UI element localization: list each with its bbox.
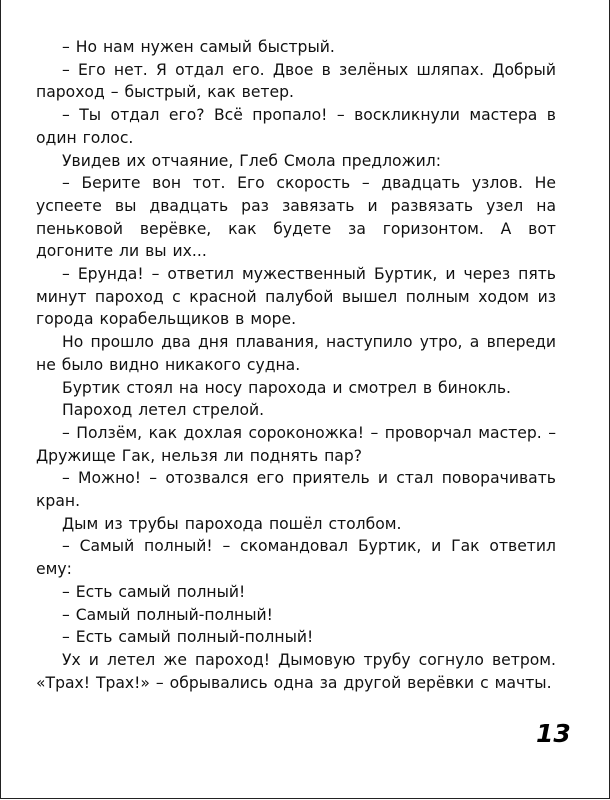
paragraph: – Есть самый полный!	[62, 582, 246, 601]
paragraph: – Берите вон тот. Его скорость – двадцать узлов. Не успеете вы двадцать раз завязать и развязать узел на пеньковой верёвке, как будете за горизонтом. А вот догоните ли вы их...	[36, 174, 556, 261]
paragraph: Буртик стоял на носу парохода и смотрел в бинокль.	[62, 378, 512, 397]
paragraph: Дым из трубы парохода пошёл столбом.	[62, 514, 402, 533]
paragraph: Ух и летел же пароход! Дымовую трубу согнуло ветром. «Трах! Трах!» – обрывались одна за другой верёвки с мачты.	[36, 650, 556, 692]
paragraph: – Но нам нужен самый быстрый.	[62, 38, 335, 56]
paragraph: – Его нет. Я отдал его. Двое в зелёных шляпах. Добрый пароход – быстрый, как ветер.	[36, 60, 556, 102]
paragraph: Увидев их отчаяние, Глеб Смола предложил:	[62, 151, 441, 170]
body-text	[36, 36, 556, 694]
paragraph: Но прошло два дня плавания, наступило утро, а впереди не было видно никакого судна.	[36, 333, 556, 374]
paragraph: – Самый полный! – скомандовал Буртик, и Гак ответил ему:	[36, 537, 556, 579]
paragraph: – Ползём, как дохлая сороконожка! – проворчал мастер. – Дружище Гак, нельзя ли поднять пар?	[36, 423, 556, 465]
paragraph: – Ты отдал его? Всё пропало! – воскликнули мастера в один голос.	[36, 106, 556, 147]
paragraph: – Можно! – отозвался его приятель и стал поворачивать кран.	[36, 469, 556, 511]
paragraph: – Самый полный-полный!	[62, 605, 273, 624]
page-number: 13	[536, 719, 571, 748]
paragraph: – Ерунда! – ответил мужественный Буртик, и через пять минут пароход с красной палубой вышел полным ходом из города корабельщиков в море.	[36, 265, 556, 329]
paragraph: – Есть самый полный-полный!	[62, 628, 314, 647]
paragraph: Пароход летел стрелой.	[62, 401, 265, 420]
